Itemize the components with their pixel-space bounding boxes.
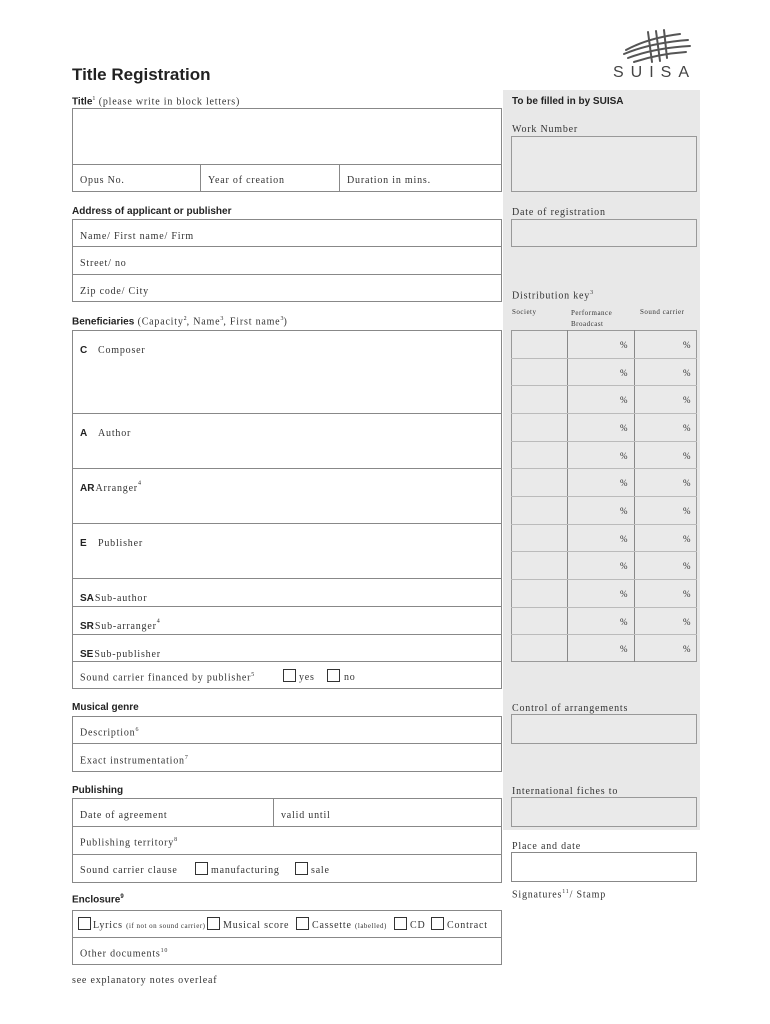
sound-carrier-percent[interactable]: % bbox=[683, 368, 691, 378]
work-number-field[interactable] bbox=[511, 136, 697, 192]
sound-carrier-percent[interactable]: % bbox=[683, 534, 691, 544]
performance-percent[interactable]: % bbox=[620, 451, 628, 461]
cassette-label: Cassette (labelled) bbox=[312, 920, 387, 931]
sound-carrier-percent[interactable]: % bbox=[683, 423, 691, 433]
score-label: Musical score bbox=[223, 920, 290, 931]
col-society: Society bbox=[512, 308, 537, 316]
sound-carrier-percent[interactable]: % bbox=[683, 506, 691, 516]
control-arrangements-label: Control of arrangements bbox=[512, 703, 629, 714]
beneficiary-row-sub-author[interactable] bbox=[80, 588, 147, 606]
other-documents-field[interactable]: Other documents$^{10}$ bbox=[80, 948, 169, 960]
beneficiary-row-sub-arranger[interactable]: SRSub-arranger$^4$ bbox=[80, 618, 160, 632]
description-field[interactable]: Description$^6$ bbox=[80, 727, 140, 739]
distribution-key-label: Distribution key$^3$ bbox=[512, 290, 594, 302]
performance-percent[interactable]: % bbox=[620, 534, 628, 544]
performance-percent[interactable]: % bbox=[620, 644, 628, 654]
beneficiary-label: Publisher bbox=[98, 538, 143, 549]
instrumentation-field[interactable]: Exact instrumentation$^7$ bbox=[80, 755, 189, 767]
beneficiary-code: AR bbox=[80, 483, 95, 494]
publishing-heading: Publishing bbox=[72, 785, 124, 796]
address-heading: Address of applicant or publisher bbox=[72, 206, 232, 217]
beneficiary-code: SA bbox=[80, 593, 94, 604]
beneficiary-label: Sub-publisher bbox=[94, 649, 161, 660]
place-date-field[interactable] bbox=[511, 852, 697, 882]
beneficiary-row-sub-publisher[interactable] bbox=[80, 644, 161, 662]
duration-field[interactable]: Duration in mins. bbox=[347, 175, 431, 186]
international-fiches-label: International fiches to bbox=[512, 786, 619, 797]
sound-carrier-percent[interactable]: % bbox=[683, 617, 691, 627]
beneficiary-label: Composer bbox=[98, 345, 146, 356]
manufacturing-label: manufacturing bbox=[211, 865, 280, 876]
beneficiary-label: Author bbox=[98, 428, 132, 439]
yes-checkbox[interactable] bbox=[283, 669, 296, 682]
beneficiary-code: A bbox=[80, 428, 88, 439]
score-checkbox[interactable] bbox=[207, 917, 220, 930]
no-checkbox[interactable] bbox=[327, 669, 340, 682]
sound-carrier-percent[interactable]: % bbox=[683, 478, 691, 488]
beneficiary-label: Sub-arranger bbox=[94, 621, 157, 632]
beneficiary-label: Arranger bbox=[95, 483, 138, 494]
beneficiary-code: SR bbox=[80, 621, 94, 632]
cassette-checkbox[interactable] bbox=[296, 917, 309, 930]
yes-label: yes bbox=[299, 672, 315, 683]
international-fiches-field[interactable] bbox=[511, 797, 697, 827]
beneficiaries-heading: Beneficiaries (Capacity$^2$, Name$^3$, First name$^3$) bbox=[72, 316, 288, 328]
no-label: no bbox=[344, 672, 356, 683]
lyrics-label: Lyrics (if not on sound carrier) bbox=[93, 920, 206, 931]
beneficiary-row-composer[interactable] bbox=[80, 340, 146, 358]
performance-percent[interactable]: % bbox=[620, 423, 628, 433]
performance-percent[interactable]: % bbox=[620, 561, 628, 571]
signatures-label: Signatures$^{11}$/ Stamp bbox=[512, 889, 607, 901]
date-registration-label: Date of registration bbox=[512, 207, 606, 218]
place-date-label: Place and date bbox=[512, 841, 581, 852]
work-number-label: Work Number bbox=[512, 124, 579, 135]
contract-checkbox[interactable] bbox=[431, 917, 444, 930]
sale-label: sale bbox=[311, 865, 330, 876]
valid-until-field[interactable]: valid until bbox=[281, 810, 331, 821]
enclosure-heading: Enclosure$^9$ bbox=[72, 894, 124, 906]
sound-carrier-percent[interactable]: % bbox=[683, 340, 691, 350]
lyrics-checkbox[interactable] bbox=[78, 917, 91, 930]
beneficiary-code: E bbox=[80, 538, 87, 549]
genre-heading: Musical genre bbox=[72, 702, 139, 713]
cd-checkbox[interactable] bbox=[394, 917, 407, 930]
date-agreement-field[interactable]: Date of agreement bbox=[80, 810, 168, 821]
cd-label: CD bbox=[410, 920, 426, 931]
col-sound-carrier: Sound carrier bbox=[640, 308, 685, 316]
contract-label: Contract bbox=[447, 920, 488, 931]
suisa-panel-heading: To be filled in by SUISA bbox=[512, 96, 624, 107]
performance-percent[interactable]: % bbox=[620, 617, 628, 627]
date-registration-field[interactable] bbox=[511, 219, 697, 247]
street-field[interactable]: Street/ no bbox=[80, 258, 127, 269]
name-field[interactable]: Name/ First name/ Firm bbox=[80, 231, 194, 242]
performance-percent[interactable]: % bbox=[620, 589, 628, 599]
performance-percent[interactable]: % bbox=[620, 506, 628, 516]
title-field[interactable] bbox=[72, 108, 502, 192]
beneficiary-code: SE bbox=[80, 649, 94, 660]
beneficiary-code: C bbox=[80, 345, 88, 356]
manufacturing-checkbox[interactable] bbox=[195, 862, 208, 875]
control-arrangements-field[interactable] bbox=[511, 714, 697, 744]
performance-percent[interactable]: % bbox=[620, 395, 628, 405]
sale-checkbox[interactable] bbox=[295, 862, 308, 875]
sound-carrier-percent[interactable]: % bbox=[683, 561, 691, 571]
beneficiary-row-author[interactable] bbox=[80, 423, 131, 441]
suisa-logo-mark bbox=[618, 28, 698, 66]
suisa-logo-text: SUISA bbox=[613, 64, 697, 81]
sound-carrier-percent[interactable]: % bbox=[683, 395, 691, 405]
sound-carrier-financed-label: Sound carrier financed by publisher$^5$ bbox=[80, 672, 256, 684]
performance-percent[interactable]: % bbox=[620, 340, 628, 350]
performance-percent[interactable]: % bbox=[620, 368, 628, 378]
page-title: Title Registration bbox=[72, 65, 211, 84]
performance-percent[interactable]: % bbox=[620, 478, 628, 488]
sound-carrier-clause-label: Sound carrier clause bbox=[80, 865, 178, 876]
footer-note: see explanatory notes overleaf bbox=[72, 975, 218, 986]
sound-carrier-percent[interactable]: % bbox=[683, 589, 691, 599]
col-performance: Performance Broadcast bbox=[571, 309, 613, 328]
sound-carrier-percent[interactable]: % bbox=[683, 451, 691, 461]
opus-no-field[interactable]: Opus No. bbox=[80, 175, 125, 186]
sound-carrier-percent[interactable]: % bbox=[683, 644, 691, 654]
beneficiary-label: Sub-author bbox=[94, 593, 148, 604]
beneficiaries-box bbox=[72, 330, 502, 689]
beneficiary-row-arranger[interactable]: ARArranger$^4$ bbox=[80, 480, 141, 494]
title-label: Title$^1$ (please write in block letters) bbox=[72, 96, 241, 108]
territory-field[interactable]: Publishing territory$^8$ bbox=[80, 837, 178, 849]
zip-city-field[interactable]: Zip code/ City bbox=[80, 286, 149, 297]
beneficiary-row-publisher[interactable] bbox=[80, 533, 143, 551]
year-of-creation-field[interactable]: Year of creation bbox=[208, 175, 285, 186]
